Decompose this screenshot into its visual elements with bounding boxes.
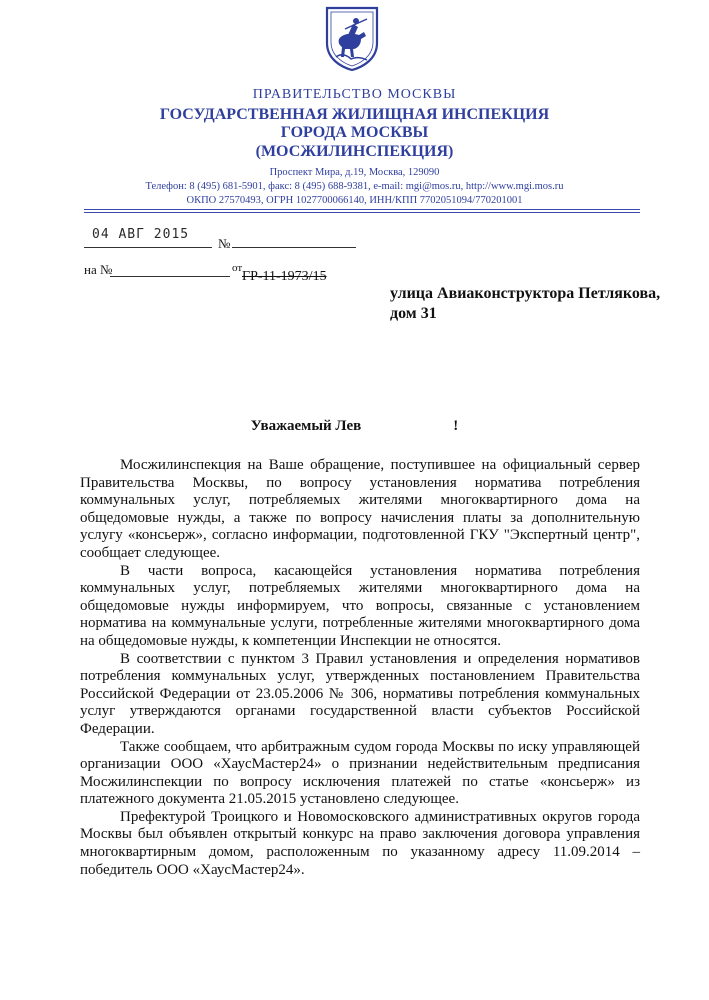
government-name: ПРАВИТЕЛЬСТВО МОСКВЫ xyxy=(252,87,457,102)
org-address: Проспект Мира, д.19, Москва, 129090 xyxy=(269,167,440,178)
moscow-coat-of-arms-icon xyxy=(323,5,381,71)
greeting-end: ! xyxy=(453,418,459,434)
recipient-line1: улица Авиаконструктора Петлякова, xyxy=(390,285,661,302)
body-paragraph: Префектурой Троицкого и Новомосковского административных округов города Москвы был объявлен открытый конкурс на право заключения договора управления многоквартирным домом, расположенным по указанному адресу 11.09.2014 – победитель ООО «ХаусМастер24». xyxy=(80,808,640,878)
reply-to-field-line xyxy=(110,276,230,277)
date-field-line xyxy=(84,247,212,248)
org-codes: ОКПО 27570493, ОГРН 1027700066140, ИНН/КПП 7702051094/770201001 xyxy=(186,195,523,206)
from-label: от xyxy=(232,262,243,274)
number-sign: № xyxy=(218,236,231,251)
body-paragraph: Также сообщаем, что арбитражным судом города Москвы по иску управляющей организации ООО «ХаусМастер24» о признании недействительным предписания Мосжилинспекции по вопросу исключения платежей по статье «консьерж» из платежного документа 21.05.2015 установлено следующее. xyxy=(80,738,640,808)
letter-body xyxy=(80,457,640,879)
letterhead-divider xyxy=(84,212,640,213)
letterhead-divider xyxy=(84,209,640,210)
org-name-line2: ГОРОДА МОСКВЫ xyxy=(280,124,429,141)
reply-to-label: на № xyxy=(84,262,113,277)
number-field-line xyxy=(232,247,356,248)
org-name-line3: (МОСЖИЛИНСПЕКЦИЯ) xyxy=(255,143,454,160)
date-stamp: 04 АВГ 2015 xyxy=(92,227,190,242)
body-paragraph: В части вопроса, касающейся установления норматива потребления коммунальных услуг, потребляемых жителями многоквартирного дома на общедомовые нужды информируем, что вопросы, связанные с установлением норматива на коммунальные услуги, потребленные жителями многоквартирного дома на общедомовые нужды, к компетенции Инспекции не относятся. xyxy=(80,562,640,649)
recipient-address xyxy=(390,284,660,324)
body-paragraph: В соответствии с пунктом 3 Правил установления и определения нормативов потребления коммунальных услуг, утвержденных постановлением Правительства Российской Федерации от 23.05.2006 № 306, нормативы потребления коммунальных услуг утверждаются органами государственной власти субъектов Российской Федерации. xyxy=(80,650,640,737)
greeting-text: Уважаемый Лев xyxy=(250,418,362,434)
reference-number: ГР-11-1973/15 xyxy=(242,269,327,284)
greeting xyxy=(0,418,709,435)
org-name-line1: ГОСУДАРСТВЕННАЯ ЖИЛИЩНАЯ ИНСПЕКЦИЯ xyxy=(159,106,550,123)
body-paragraph: Мосжилинспекция на Ваше обращение, поступившее на официальный сервер Правительства Москвы, по вопросу установления норматива потребления коммунальных услуг, потребляемых жителями многоквартирного дома на общедомовые нужды, а также по вопросу начисления платы за дополнительную услугу «консьерж», согласно информации, подготовленной ГКУ "Экспертный центр", сообщает следующее. xyxy=(80,457,640,561)
recipient-line2: дом 31 xyxy=(390,305,437,322)
org-contacts: Телефон: 8 (495) 681-5901, факс: 8 (495) 688-9381, e-mail: mgi@mos.ru, http://www.mgi.mos.ru xyxy=(145,181,564,192)
